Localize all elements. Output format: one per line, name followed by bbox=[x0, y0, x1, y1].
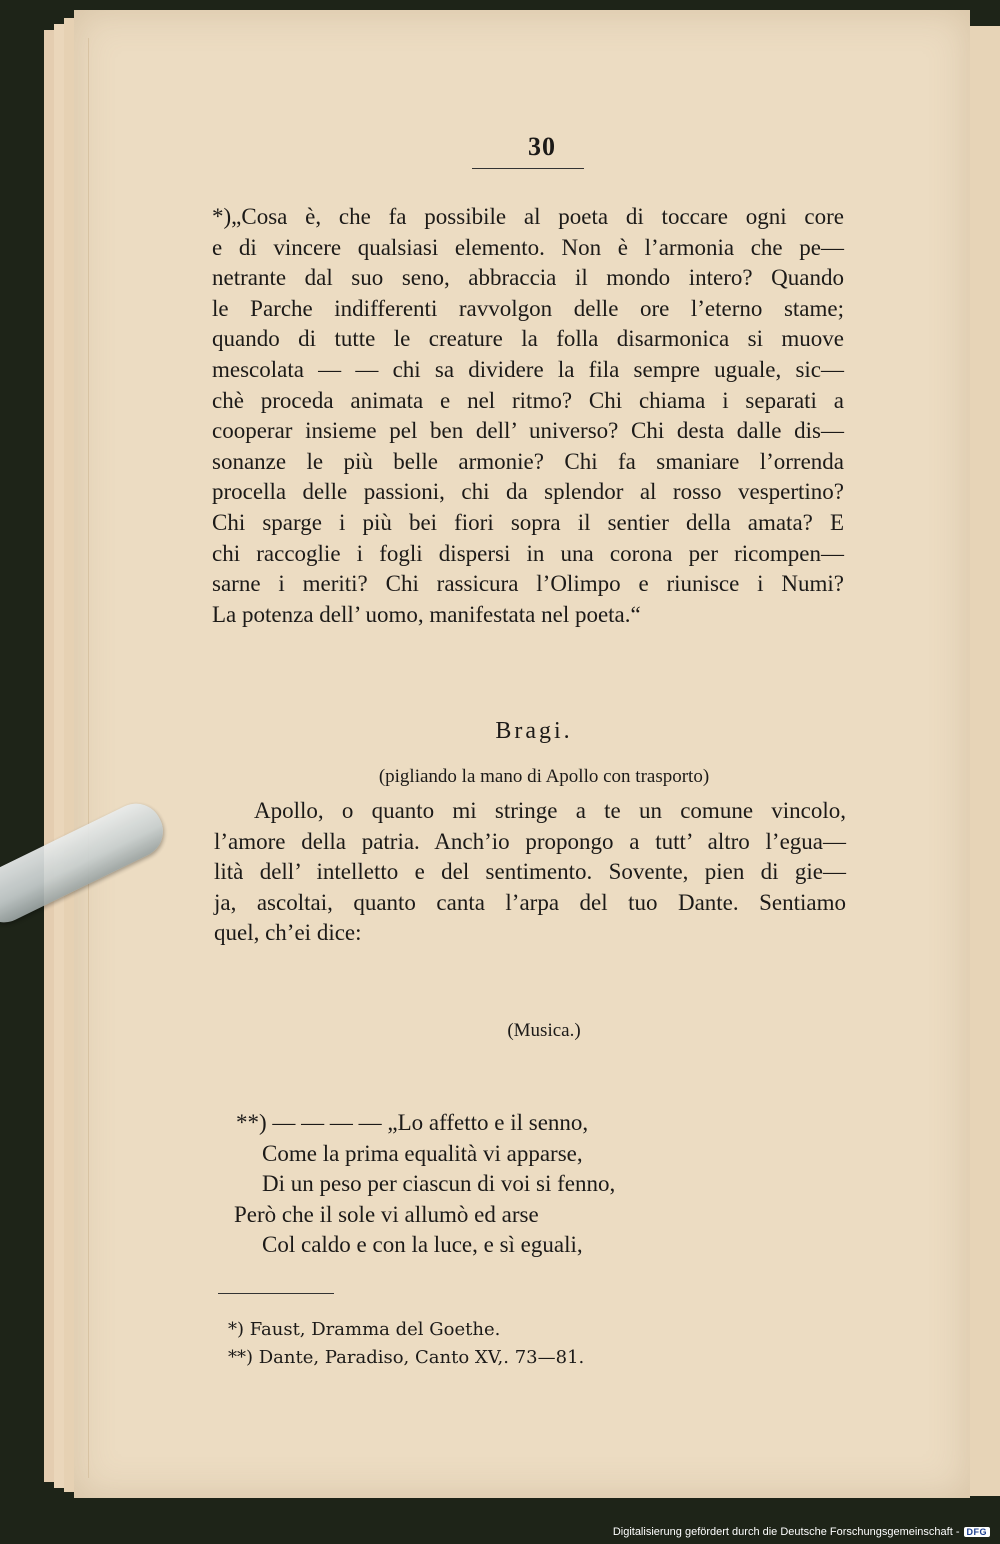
text-line: e di vincere qualsiasi elemento. Non è l’armonia che pe— bbox=[212, 234, 844, 260]
facing-page-edge bbox=[966, 26, 1000, 1496]
text-line: cooperar insieme pel ben dell’ universo? Chi desta dalle dis— bbox=[212, 418, 844, 444]
footnote: *) Faust, Dramma del Goethe. bbox=[228, 1319, 501, 1340]
footnote-rule bbox=[218, 1293, 334, 1294]
stage-direction: (pigliando la mano di Apollo con trasporto) bbox=[378, 766, 710, 787]
verse-line: **) — — — — „Lo affetto e il senno, bbox=[236, 1110, 589, 1135]
speaker-name: Bragi. bbox=[495, 718, 573, 744]
verse-line: Di un peso per ciascun di voi si fenno, bbox=[262, 1171, 616, 1197]
verse-quotation bbox=[234, 1108, 615, 1261]
text-line: sonanze le più belle armonie? Chi fa smaniare l’orrenda bbox=[212, 448, 844, 474]
text-line: Apollo, o quanto mi stringe a te un comune vincolo, bbox=[254, 798, 846, 823]
verse-line: Come la prima equalità vi apparse, bbox=[262, 1140, 583, 1166]
text-line: quel, ch’ei dice: bbox=[214, 920, 362, 946]
text-line: quando di tutte le creature la folla disarmonica si muove bbox=[212, 326, 844, 352]
footnote-passage bbox=[212, 202, 844, 630]
music-cue: (Musica.) bbox=[507, 1020, 581, 1041]
text-line: *)„Cosa è, che fa possibile al poeta di toccare ogni core bbox=[212, 204, 844, 229]
text-line: mescolata — — chi sa dividere la fila sempre uguale, sic— bbox=[212, 356, 844, 382]
book-page bbox=[74, 10, 970, 1498]
text-line: chi raccoglie i fogli dispersi in una corona per ricompen— bbox=[212, 540, 844, 566]
header-rule bbox=[472, 168, 584, 169]
footnotes bbox=[228, 1316, 584, 1372]
text-line: sarne i meriti? Chi rassicura l’Olimpo e riunisce i Numi? bbox=[212, 571, 844, 597]
footnote: **) Dante, Paradiso, Canto XV,. 73—81. bbox=[228, 1347, 585, 1368]
text-line: lità dell’ intelletto e del sentimento. Sovente, pien di gie— bbox=[214, 859, 846, 885]
text-line: Chi sparge i più bei fiori sopra il sentier della amata? E bbox=[212, 509, 844, 535]
text-line: netrante dal suo seno, abbraccia il mondo intero? Quando bbox=[212, 265, 844, 291]
text-line: le Parche indifferenti ravvolgon delle ore l’eterno stame; bbox=[212, 295, 844, 321]
text-line: l’amore della patria. Anch’io propongo a tutt’ altro l’egua— bbox=[214, 828, 846, 854]
page-number: 30 bbox=[528, 132, 556, 161]
text-line: La potenza dell’ uomo, manifestata nel poeta.“ bbox=[212, 601, 641, 627]
text-line: chè proceda animata e nel ritmo? Chi chiama i separati a bbox=[212, 387, 844, 413]
dfg-logo-icon: DFG bbox=[964, 1527, 991, 1537]
text-line: ja, ascoltai, quanto canta l’arpa del tuo Dante. Sentiamo bbox=[214, 889, 846, 915]
text-line: procella delle passioni, chi da splendor al rosso vespertino? bbox=[212, 479, 844, 505]
verse-line: Però che il sole vi allumò ed arse bbox=[234, 1201, 539, 1227]
speech-passage bbox=[214, 796, 846, 949]
credit-text: Digitalisierung gefördert durch die Deutsche Forschungsgemeinschaft - bbox=[612, 1526, 960, 1538]
digitization-credit bbox=[613, 1524, 990, 1540]
verse-line: Col caldo e con la luce, e sì eguali, bbox=[262, 1232, 583, 1258]
